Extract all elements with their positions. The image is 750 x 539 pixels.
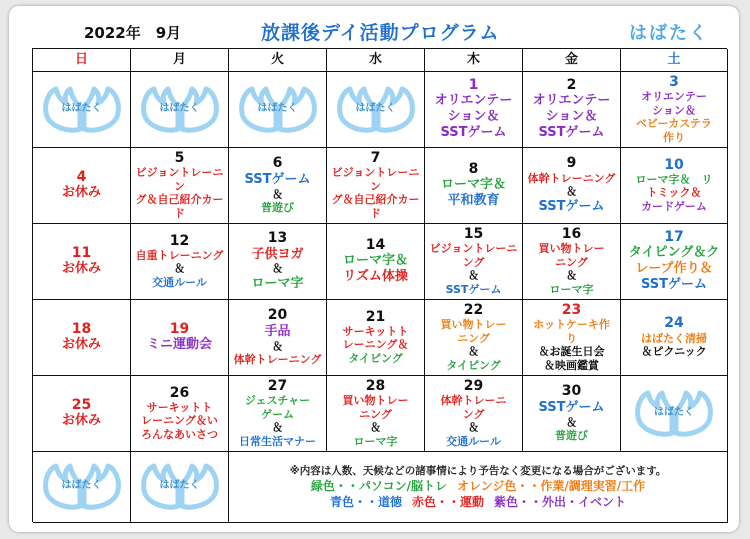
- legend-item: 赤色・・運動: [411, 495, 484, 510]
- activity-text: ローマ字: [251, 275, 304, 291]
- activity-text: ＆: [272, 421, 283, 435]
- calendar-day-cell: [327, 224, 425, 300]
- activity-text: ＆: [566, 269, 577, 283]
- activity-text: SSTゲーム: [538, 198, 605, 214]
- weekday-header: 水: [327, 49, 425, 72]
- calendar-day-cell: [131, 300, 229, 376]
- activity-text: 普遊び: [555, 429, 588, 443]
- activity-text: お休み: [61, 185, 101, 201]
- activity-text: ＆: [468, 421, 479, 435]
- activity-text: お休み: [61, 337, 101, 353]
- activity-text: 普遊び: [261, 201, 294, 215]
- calendar-day-cell: [621, 224, 728, 300]
- activity-text: ＆: [272, 339, 283, 353]
- calendar-day-cell: [229, 224, 327, 300]
- activity-text: ローマ字＆: [440, 177, 506, 193]
- calendar-day-cell: [425, 224, 523, 300]
- weekday-header: 月: [131, 49, 229, 72]
- day-number: 14: [365, 236, 386, 253]
- calendar-day-cell: [523, 148, 621, 224]
- activity-text: ジェスチャー ゲーム: [244, 394, 311, 421]
- day-number: 17: [664, 229, 684, 246]
- weekday-header: 火: [229, 49, 327, 72]
- calendar-day-cell: [229, 376, 327, 452]
- wings-logo: [40, 83, 124, 137]
- day-number: 16: [561, 225, 582, 242]
- day-number: 23: [561, 301, 582, 318]
- activity-text: ベビーカステラ 作り: [635, 117, 713, 144]
- calendar-day-cell: [229, 148, 327, 224]
- wings-logo-label: はばたく: [355, 102, 396, 114]
- weekday-header: 金: [523, 49, 621, 72]
- wings-logo: [334, 83, 418, 137]
- day-number: 2: [566, 77, 577, 94]
- weekday-header: 土: [621, 49, 728, 72]
- activity-text: ＆: [272, 262, 283, 276]
- day-number: 25: [71, 396, 92, 413]
- activity-text: ＆: [174, 262, 185, 276]
- wings-logo: [138, 460, 222, 514]
- legend-item: オレンジ色・・作業/調理実習/工作: [456, 478, 646, 493]
- wings-logo-cell: [33, 72, 131, 148]
- activity-text: ＆: [566, 185, 577, 199]
- calendar-day-cell: [621, 148, 728, 224]
- day-number: 4: [76, 168, 87, 185]
- activity-text: オリエンテー ション＆: [641, 90, 707, 117]
- day-number: 28: [365, 377, 386, 394]
- calendar-day-cell: [33, 224, 131, 300]
- calendar-day-cell: [425, 300, 523, 376]
- wings-logo-cell: [33, 452, 131, 523]
- activity-text: ＆: [468, 269, 479, 283]
- calendar-day-cell: [327, 300, 425, 376]
- activity-text: ローマ字＆: [342, 253, 408, 269]
- activity-text: ホットケーキ作 り: [533, 318, 610, 345]
- color-legend-row: [325, 494, 631, 510]
- activity-text: サーキットト レーニング＆: [342, 325, 409, 352]
- calendar-sheet: [9, 6, 739, 532]
- wings-logo: [236, 83, 320, 137]
- activity-text: お休み: [61, 261, 101, 277]
- activity-text: ローマ字: [549, 282, 594, 296]
- day-number: 12: [169, 232, 190, 249]
- day-number: 29: [463, 377, 484, 394]
- day-number: 20: [267, 307, 288, 324]
- calendar-day-cell: [425, 148, 523, 224]
- activity-text: SSTゲーム: [538, 399, 605, 415]
- calendar-day-cell: [229, 300, 327, 376]
- activity-text: ローマ字＆ リ: [635, 173, 713, 187]
- activity-text: お休み: [61, 413, 101, 429]
- weekday-header: 木: [425, 49, 523, 72]
- calendar-day-cell: [131, 148, 229, 224]
- wings-logo-label: はばたく: [61, 480, 102, 491]
- day-number: 13: [267, 230, 288, 247]
- calendar-grid: [32, 48, 727, 522]
- activity-text: タイピング: [348, 351, 403, 365]
- legend-item: 緑色・・パソコン/脳トレ: [310, 478, 447, 493]
- page-title: 放課後デイ活動プログラム: [261, 22, 500, 44]
- activity-text: オリエンテー ション＆ SSTゲーム: [532, 93, 611, 141]
- activity-text: 自重トレーニング: [135, 249, 224, 263]
- activity-text: トミック＆: [646, 186, 702, 200]
- activity-text: SSTゲーム: [640, 277, 707, 293]
- day-number: 26: [169, 384, 190, 401]
- day-number: 19: [169, 320, 190, 337]
- calendar-day-cell: [33, 300, 131, 376]
- wings-logo-cell: [131, 452, 229, 523]
- schedule-note: ※内容は人数、天候などの諸事情により予告なく変更になる場合がございます。: [289, 464, 667, 477]
- legend-item: 青色・・道徳: [329, 495, 402, 510]
- day-number: 30: [561, 383, 582, 400]
- calendar-day-cell: [131, 376, 229, 452]
- activity-text: ＆: [370, 421, 381, 435]
- calendar-day-cell: [131, 224, 229, 300]
- activity-text: はばたく清掃: [641, 331, 707, 345]
- activity-text: 日常生活マナー: [239, 434, 316, 448]
- activity-text: ビジョントレーニン グ＆自己紹介カード: [331, 166, 420, 220]
- activity-text: 子供ヨガ: [251, 246, 304, 262]
- weekday-header: 日: [33, 49, 131, 72]
- activity-text: タイピング: [446, 358, 501, 372]
- activity-text: ローマ字: [353, 434, 398, 448]
- calendar-day-cell: [33, 376, 131, 452]
- activity-text: 体幹トレーニング: [233, 353, 322, 367]
- calendar-day-cell: [523, 72, 621, 148]
- day-number: 11: [71, 244, 92, 261]
- activity-text: 買い物トレー ニング: [440, 318, 507, 345]
- activity-text: 交通ルール: [446, 434, 501, 448]
- activity-text: リズム体操: [343, 269, 408, 285]
- activity-text: ビジョントレーニ ング: [429, 242, 518, 269]
- wings-logo-label: はばたく: [159, 102, 200, 114]
- activity-text: 買い物トレー ニング: [538, 242, 605, 269]
- activity-text: ＆ピクニック: [641, 345, 707, 359]
- activity-text: タイピング＆ク: [628, 245, 720, 261]
- activity-text: ＆: [468, 345, 479, 359]
- day-number: 9: [566, 155, 577, 172]
- day-number: 3: [669, 73, 679, 90]
- wings-logo-cell: [621, 376, 728, 452]
- day-number: 27: [267, 377, 288, 394]
- activity-text: オリエンテー ション＆ SSTゲーム: [434, 93, 513, 141]
- calendar-day-cell: [621, 300, 728, 376]
- day-number: 5: [174, 149, 185, 166]
- day-number: 21: [365, 308, 386, 325]
- activity-text: 買い物トレー ニング: [342, 394, 409, 421]
- day-number: 15: [463, 225, 484, 242]
- wings-logo-cell: [229, 72, 327, 148]
- activity-text: ＆: [566, 415, 577, 429]
- calendar-day-cell: [523, 300, 621, 376]
- calendar-day-cell: [425, 72, 523, 148]
- day-number: 1: [468, 77, 479, 94]
- activity-text: ＆お誕生日会 ＆映画鑑賞: [538, 345, 605, 372]
- brand-logo: はばたく: [629, 23, 709, 44]
- calendar-day-cell: [523, 376, 621, 452]
- activity-text: SSTゲーム: [445, 282, 502, 296]
- day-number: 10: [664, 156, 684, 173]
- day-number: 7: [370, 149, 381, 166]
- day-number: 22: [463, 301, 484, 318]
- activity-text: ミニ運動会: [146, 337, 212, 353]
- wings-logo: [40, 460, 124, 514]
- wings-logo-label: はばたく: [159, 480, 200, 491]
- activity-text: ＆: [272, 187, 283, 201]
- wings-logo-label: はばたく: [654, 406, 694, 418]
- calendar-day-cell: [33, 148, 131, 224]
- activity-text: 平和教育: [447, 193, 500, 209]
- calendar-day-cell: [327, 376, 425, 452]
- activity-text: 体幹トレーニ ング: [440, 394, 507, 421]
- activity-text: カードゲーム: [641, 199, 707, 213]
- wings-logo: [632, 387, 716, 441]
- wings-logo-label: はばたく: [61, 102, 102, 114]
- calendar-day-cell: [621, 72, 728, 148]
- activity-text: 体幹トレーニング: [527, 171, 616, 185]
- day-number: 18: [71, 320, 92, 337]
- calendar-day-cell: [425, 376, 523, 452]
- calendar-month: 2022年 9月: [84, 24, 182, 42]
- activity-text: 手品: [264, 323, 291, 339]
- color-legend-row: [306, 478, 650, 494]
- activity-text: レープ作り＆: [635, 261, 713, 277]
- day-number: 24: [664, 315, 684, 332]
- notes-legend: [229, 452, 728, 523]
- calendar-day-cell: [523, 224, 621, 300]
- day-number: 8: [468, 160, 479, 177]
- activity-text: 交通ルール: [152, 275, 207, 289]
- activity-text: ビジョントレーニン グ＆自己紹介カー ド: [135, 166, 224, 220]
- wings-logo: [138, 83, 222, 137]
- wings-logo-cell: [327, 72, 425, 148]
- activity-text: サーキットト レーニング＆い ろんなあいさつ: [141, 401, 218, 441]
- activity-text: SSTゲーム: [244, 171, 311, 187]
- wings-logo-cell: [131, 72, 229, 148]
- calendar-day-cell: [327, 148, 425, 224]
- wings-logo-label: はばたく: [257, 102, 298, 114]
- legend-item: 紫色・・外出・イベント: [494, 495, 627, 510]
- day-number: 6: [272, 155, 283, 172]
